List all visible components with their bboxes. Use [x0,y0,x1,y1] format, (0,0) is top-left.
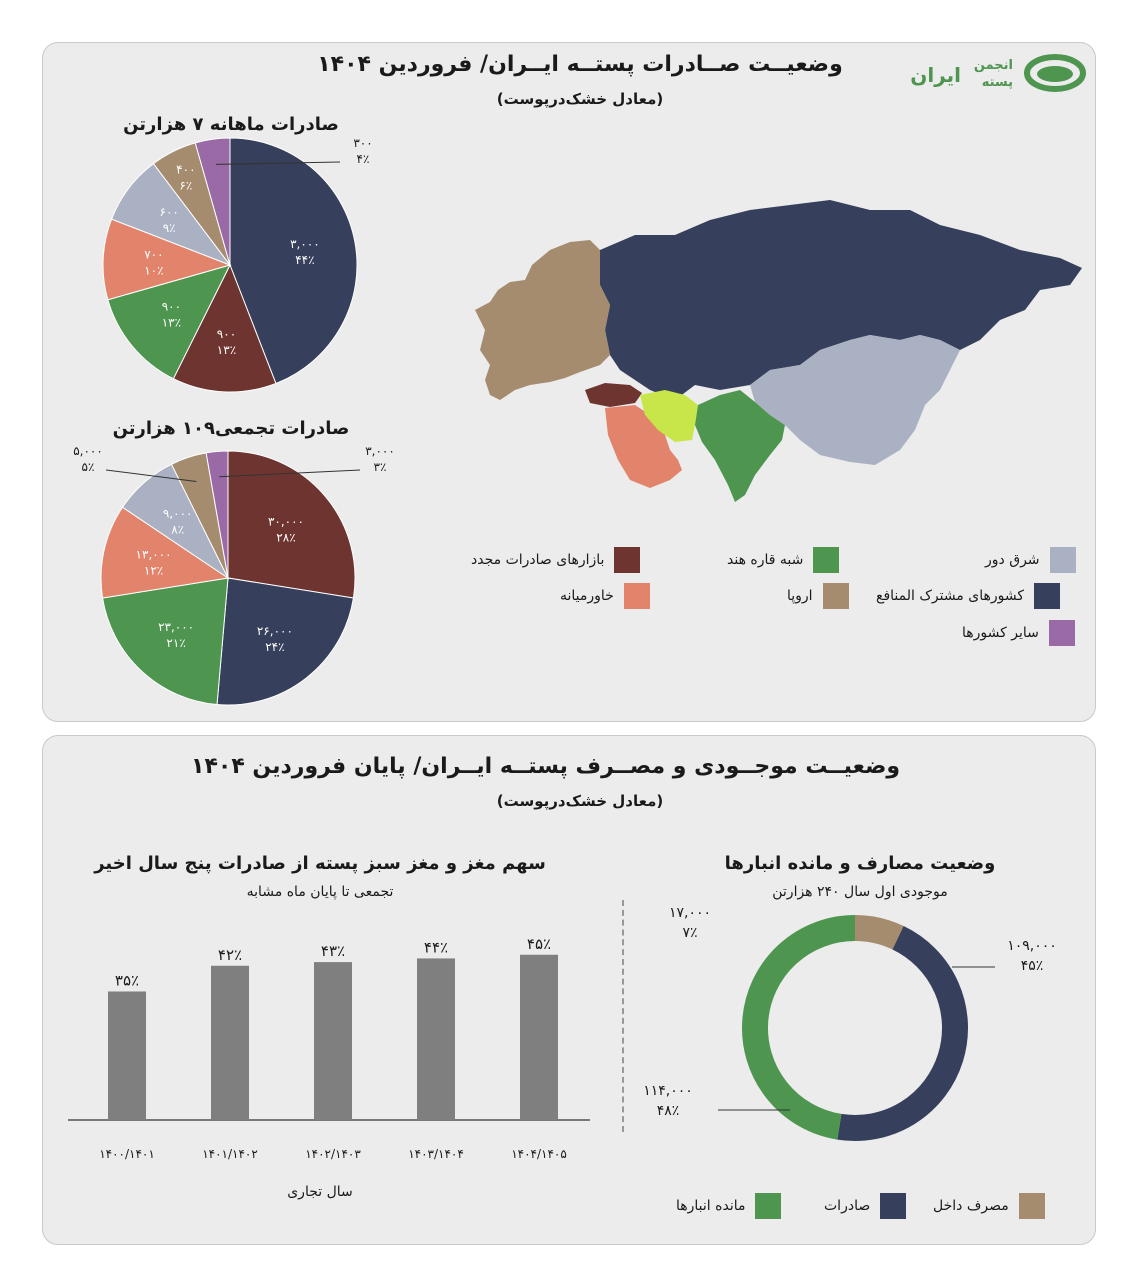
map-region-reexport [585,383,642,407]
map-region-europe [475,240,610,400]
donut-pct-label: ۴۵٪ [1020,958,1044,974]
pie-slice-common_interest [217,578,353,705]
slice-pct-label: ۱۰٪ [144,263,164,278]
legend-label: خاورمیانه [560,588,614,604]
slice-pct-label: ۲۴٪ [265,640,285,655]
donut-pct-label: ۴۸٪ [656,1103,680,1119]
export-regions-map [470,190,1090,510]
donut-segment-stock [755,928,855,1127]
cumulative-pie-chart [60,440,410,715]
logo-text-2: پسته [981,75,1013,90]
legend-swatch [1050,547,1076,573]
slice-pct-label: ۳٪ [373,460,387,474]
slice-pct-label: ۵٪ [81,460,95,474]
slice-value-label: ۳۰۰ [353,136,373,150]
legend-label: صادرات [824,1198,871,1214]
legend-item-middle-east [560,583,650,609]
legend-label: سایر کشورها [962,625,1039,641]
monthly-pie-chart [80,130,410,400]
slice-value-label: ۴۰۰ [176,162,196,177]
slice-pct-label: ۲۸٪ [276,530,296,545]
bar-category-label: ۱۴۰۴/۱۴۰۵ [511,1147,567,1161]
legend-label: شبه قاره هند [727,552,804,568]
donut-pct-label: ۷٪ [682,925,698,941]
bar [314,962,352,1120]
legend-swatch [755,1193,781,1219]
legend-swatch [880,1193,906,1219]
slice-value-label: ۳,۰۰۰ [365,444,395,458]
bar-value-label: ۴۳٪ [320,942,346,961]
slice-value-label: ۶۰۰ [159,205,179,220]
slice-pct-label: ۴۴٪ [295,252,315,267]
donut-value-label: ۱۰۹,۰۰۰ [1007,938,1057,954]
bar-chart-subtitle: تجمعی تا پایان ماه مشابه [246,884,394,900]
association-logo [905,52,1087,94]
slice-pct-label: ۶٪ [179,178,193,193]
slice-value-label: ۹۰۰ [161,299,182,314]
donut-segment-export [839,938,955,1128]
slice-pct-label: ۲۱٪ [166,635,186,650]
legend-item-far-east [985,547,1076,573]
bar-value-label: ۴۴٪ [423,938,449,957]
bar-value-label: ۴۲٪ [217,945,243,964]
slice-value-label: ۵,۰۰۰ [73,444,103,458]
legend-item-domestic [933,1193,1045,1219]
bar [108,991,146,1120]
stock-subtitle: (معادل خشک‌درپوست) [496,792,664,810]
legend-swatch [614,547,640,573]
legend-label: اروپا [787,588,813,604]
legend-label: شرق دور [985,552,1040,568]
donut-title: وضعیت مصارف و مانده انبارها [724,853,996,874]
bar-chart-xlabel: سال تجاری [287,1184,353,1200]
bar-x-ticks [60,1140,600,1170]
donut-segment-domestic [855,928,898,938]
slice-pct-label: ۸٪ [171,522,185,537]
legend-item-export [824,1193,906,1219]
legend-item-others [962,620,1075,646]
legend-item-stock [676,1193,781,1219]
bar-value-label: ۳۵٪ [114,971,140,990]
legend-item-common-interest [876,583,1060,609]
divider [622,900,624,1132]
page-title: وضعیــت صــادرات پستــه ایــران/ فروردین ۱۴۰۴ [317,52,843,77]
bar [417,958,455,1120]
slice-value-label: ۹۰۰ [216,327,237,342]
slice-value-label: ۷۰۰ [144,247,164,262]
stock-title: وضعیــت موجــودی و مصــرف پستــه ایــران/ پایان فروردین ۱۴۰۴ [191,754,900,779]
slice-value-label: ۱۳,۰۰۰ [135,547,172,562]
slice-value-label: ۲۶,۰۰۰ [256,624,293,639]
monthly-pie-title: صادرات ماهانه ۷ هزارتن [123,114,339,135]
logo-text-1: انجمن [973,58,1013,73]
slice-pct-label: ۹٪ [162,221,176,236]
legend-label: کشورهای مشترک المنافع [876,588,1025,604]
legend-swatch [823,583,849,609]
pie-slice-indian_subcontinent [103,578,228,705]
donut-subtitle: موجودی اول سال ۲۴۰ هزارتن [772,884,948,900]
bar-chart-title: سهم مغز و مغز سبز پسته از صادرات پنج سال اخیر [94,853,546,874]
legend-label: مصرف داخل [933,1198,1009,1214]
legend-swatch [813,547,839,573]
legend-item-reexport [471,547,640,573]
donut-value-label: ۱۷,۰۰۰ [668,905,712,921]
legend-swatch [1019,1193,1045,1219]
page-subtitle: (معادل خشک‌درپوست) [496,90,664,108]
bar-category-label: ۱۴۰۳/۱۴۰۴ [408,1147,464,1161]
bar-chart [60,915,600,1125]
legend-swatch [624,583,650,609]
legend-item-indian-subcontinent [727,547,839,573]
bar-category-label: ۱۴۰۰/۱۴۰۱ [99,1147,155,1161]
slice-pct-label: ۱۳٪ [216,343,237,358]
slice-value-label: ۲۳,۰۰۰ [158,619,195,634]
slice-pct-label: ۱۳٪ [161,315,182,330]
slice-value-label: ۳۰,۰۰۰ [267,514,305,529]
cumulative-pie-title: صادرات تجمعی۱۰۹ هزارتن [112,418,350,439]
legend-swatch [1049,620,1075,646]
donut-chart [640,905,1080,1155]
slice-value-label: ۹,۰۰۰ [162,506,193,521]
slice-pct-label: ۱۲٪ [143,563,164,578]
slice-value-label: ۳,۰۰۰ [290,236,320,251]
bar-category-label: ۱۴۰۱/۱۴۰۲ [202,1147,258,1161]
slice-pct-label: ۴٪ [356,152,370,166]
bar-value-label: ۴۵٪ [526,934,552,953]
legend-item-europe [787,583,849,609]
legend-swatch [1034,583,1060,609]
legend-label: بازارهای صادرات مجدد [471,552,605,568]
legend-label: مانده انبارها [676,1198,746,1214]
logo-text-3: ایران [910,63,961,87]
donut-value-label: ۱۱۴,۰۰۰ [643,1083,693,1099]
bar-category-label: ۱۴۰۲/۱۴۰۳ [305,1147,361,1161]
bar [211,966,249,1120]
bar [520,955,558,1120]
